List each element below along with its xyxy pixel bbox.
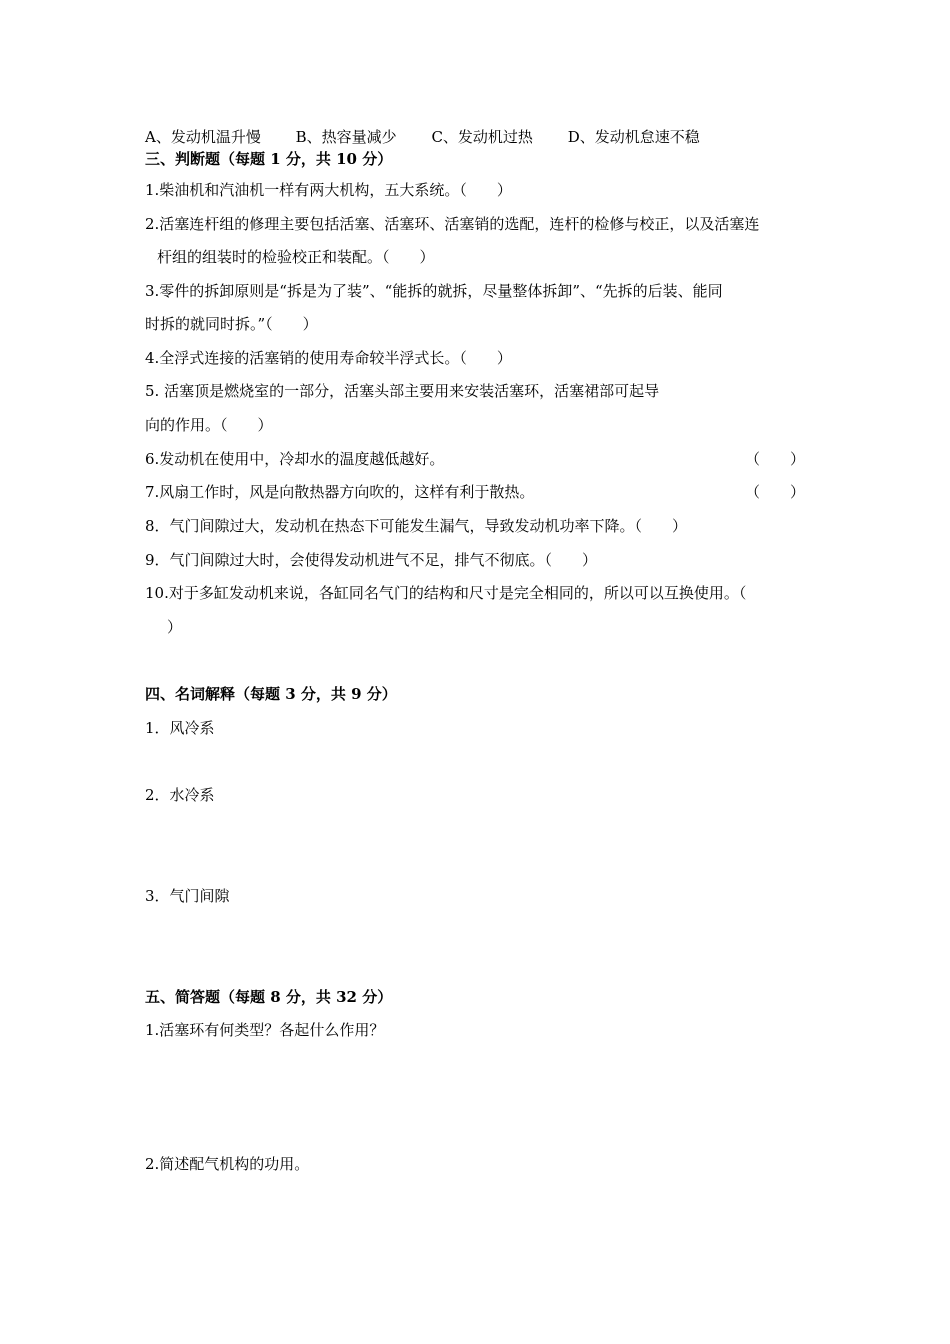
section4-title: 四、名词解释（每题 3 分，共 9 分） [145,685,397,703]
judge-q10-line2: ） [167,618,183,636]
judge-q2-line1: 2.活塞连杆组的修理主要包括活塞、活塞环、活塞销的选配，连杆的检修与校正，以及活塞连 [145,215,760,233]
judge-q1: 1.柴油机和汽油机一样有两大机构，五大系统。（ ） [145,181,512,199]
section5-title: 五、简答题（每题 8 分，共 32 分） [145,988,393,1006]
judge-q3-line2: 时拆的就同时拆。”（ ） [145,315,318,333]
term-q1: 1．风冷系 [145,719,215,737]
judge-q5-line2: 向的作用。（ ） [145,416,273,434]
judge-q7-answer-paren: （ ） [745,483,806,501]
judge-q3-line1: 3.零件的拆卸原则是“拆是为了装”、“能拆的就拆，尽量整体拆卸”、“先拆的后装、能同 [145,282,723,300]
short-answer-q2: 2.简述配气机构的功用。 [145,1155,310,1173]
choice-options-row [145,127,730,147]
judge-q4: 4.全浮式连接的活塞销的使用寿命较半浮式长。（ ） [145,349,512,367]
judge-q7: 7.风扇工作时，风是向散热器方向吹的，这样有利于散热。 [145,483,535,501]
judge-q2-line2: 杆组的组装时的检验校正和装配。（ ） [157,248,435,266]
section3-title: 三、判断题（每题 1 分，共 10 分） [145,150,393,168]
short-answer-q1: 1.活塞环有何类型？各起什么作用？ [145,1021,385,1039]
judge-q8: 8．气门间隙过大，发动机在热态下可能发生漏气，导致发动机功率下降。（ ） [145,517,688,535]
term-q3: 3．气门间隙 [145,887,230,905]
option-d: D、发动机怠速不稳 [567,128,700,146]
judge-q5-line1: 5. 活塞顶是燃烧室的一部分，活塞头部主要用来安装活塞环，活塞裙部可起导 [145,382,660,400]
option-b: B、热容量减少 [295,128,397,146]
judge-q6: 6.发动机在使用中，冷却水的温度越低越好。 [145,450,445,468]
judge-q10-line1: 10.对于多缸发动机来说，各缸同名气门的结构和尺寸是完全相同的，所以可以互换使用。（ [145,584,747,602]
judge-q9: 9．气门间隙过大时，会使得发动机进气不足，排气不彻底。（ ） [145,551,598,569]
judge-q6-answer-paren: （ ） [745,450,806,468]
option-a: A、发动机温升慢 [145,128,261,146]
term-q2: 2．水冷系 [145,786,215,804]
option-c: C、发动机过热 [431,128,533,146]
